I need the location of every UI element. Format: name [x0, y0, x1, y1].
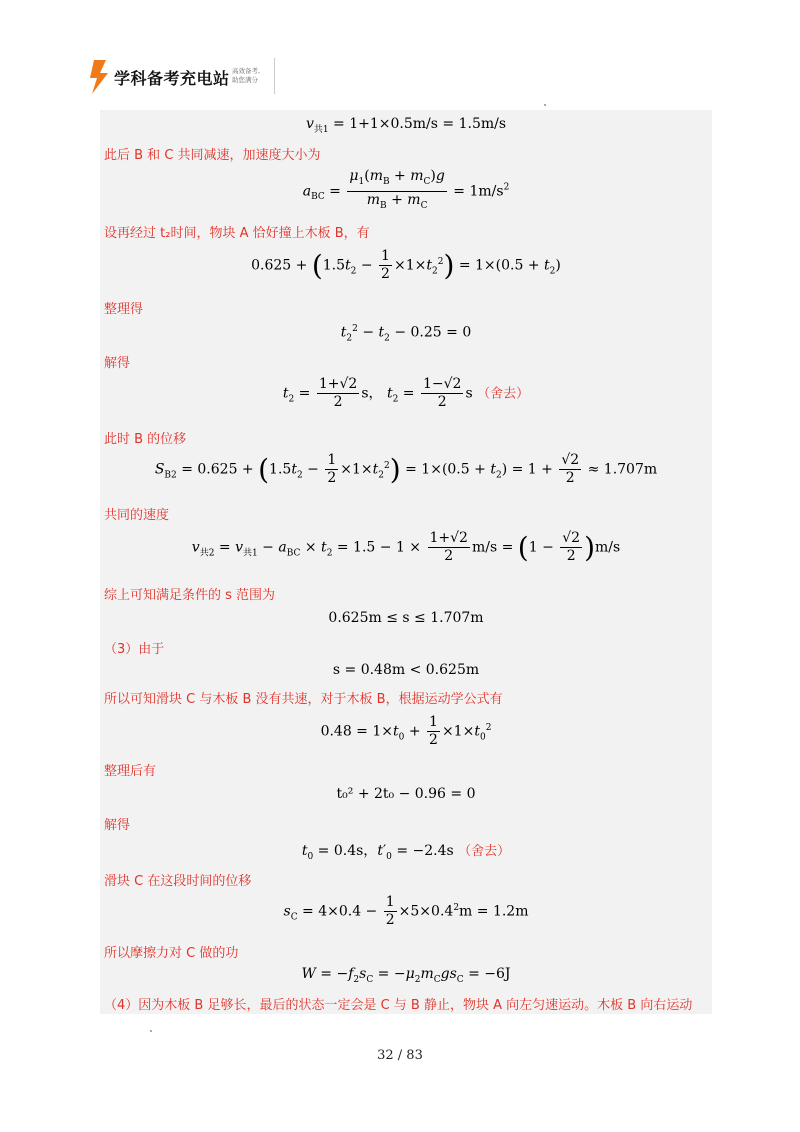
- header-divider: [274, 58, 275, 94]
- lightning-icon: [88, 60, 110, 94]
- text-line: 此后 B 和 C 共同减速，加速度大小为: [104, 148, 321, 163]
- formula-t0-roots: $t_0 = 0.4s$，$t'_0 = -2.4s$ （舍去）: [301, 843, 511, 862]
- formula-range: 0.625m ≤ s ≤ 1.707m: [328, 610, 484, 626]
- text-line: 此时 B 的位移: [104, 432, 187, 447]
- document-content: [100, 110, 712, 1014]
- text-line: 综上可知满足条件的 s 范围为: [104, 588, 276, 603]
- discard-note: （舍去）: [477, 386, 530, 402]
- text-line: 整理得: [104, 302, 144, 317]
- header-logo: [80, 58, 280, 96]
- formula-t2-roots: $t_2$ = $\frac{1+√2}{2}$ s， $t_2$ = $\frac{1-√2}{2}$ s （舍去）: [282, 376, 530, 410]
- formula-quadratic: $t_2^2 - t_2 - 0.25 = 0$: [340, 324, 472, 344]
- formula-v2: $v_{共2} = v_{共1} - a_{BC} \times t_2 = 1.5 - 1$ × $\frac{1+√2}{2}$ m/s = (1 − $\frac{√2}{2}$ )m/s: [191, 530, 621, 564]
- text-line: （4）因为木板 B 足够长，最后的状态一定会是 C 与 B 静止，物块 A 向左匀速运动。木板 B 向右运动: [104, 998, 693, 1013]
- formula-work: $W = -f_2s_C = -\mu_2m_Cgs_C = -6J$: [301, 966, 511, 985]
- text-line: （3）由于: [104, 642, 165, 657]
- text-line: 解得: [104, 818, 131, 833]
- discard-note: （舍去）: [458, 844, 511, 859]
- text-line: 整理后有: [104, 764, 157, 779]
- formula-v1: $v_{共1} = 1+1\times 0.5m/s = 1.5m/s$: [305, 116, 507, 135]
- text-line: 解得: [104, 356, 131, 371]
- page-number: 32 / 83: [377, 1048, 423, 1063]
- formula-sc: $s_C = 4\times 0.4$ − $\frac{1}{2}$ $\times 5\times 0.4^2m = 1.2m$: [283, 894, 529, 928]
- text-line: 所以摩擦力对 C 做的功: [104, 946, 239, 961]
- text-line: 滑块 C 在这段时间的位移: [104, 874, 252, 889]
- formula-collision: $0.625 + (1.5t_2$ − $\frac{1}{2}$ $\times 1\times t_2^2) = 1\times(0.5 + t_2)$: [251, 248, 561, 282]
- formula-abc: $a_{BC}$ = $\frac{\mu_1(m_B + m_C)g}{m_B + m_C}$ = $1m/s^2$: [302, 168, 510, 211]
- formula-048: $0.48 = 1\times t_0$ + $\frac{1}{2}$ $\times 1\times t_0^2$: [320, 714, 492, 748]
- logo-title: 学科备考充电站: [114, 69, 230, 88]
- formula-sb2: $S_{B2} = 0.625 + (1.5t_2$ − $\frac{1}{2}$ $\times 1\times t_2^2) = 1\times(0.5 + t_2) = 1$ + $\frac{√2}{2}$ ≈ 1.707m: [154, 452, 658, 486]
- formula-t0-quadratic: t₀² + 2t₀ − 0.96 = 0: [336, 786, 476, 802]
- logo-slogan: 高效备考, 助您满分: [232, 67, 261, 84]
- text-line: 设再经过 t₂时间，物块 A 恰好撞上木板 B，有: [104, 226, 370, 241]
- dot-mark: [544, 104, 546, 106]
- dot-mark: [150, 1030, 152, 1032]
- formula-s: s = 0.48m < 0.625m: [332, 662, 480, 678]
- text-line: 共同的速度: [104, 508, 170, 523]
- text-line: 所以可知滑块 C 与木板 B 没有共速，对于木板 B，根据运动学公式有: [104, 692, 503, 707]
